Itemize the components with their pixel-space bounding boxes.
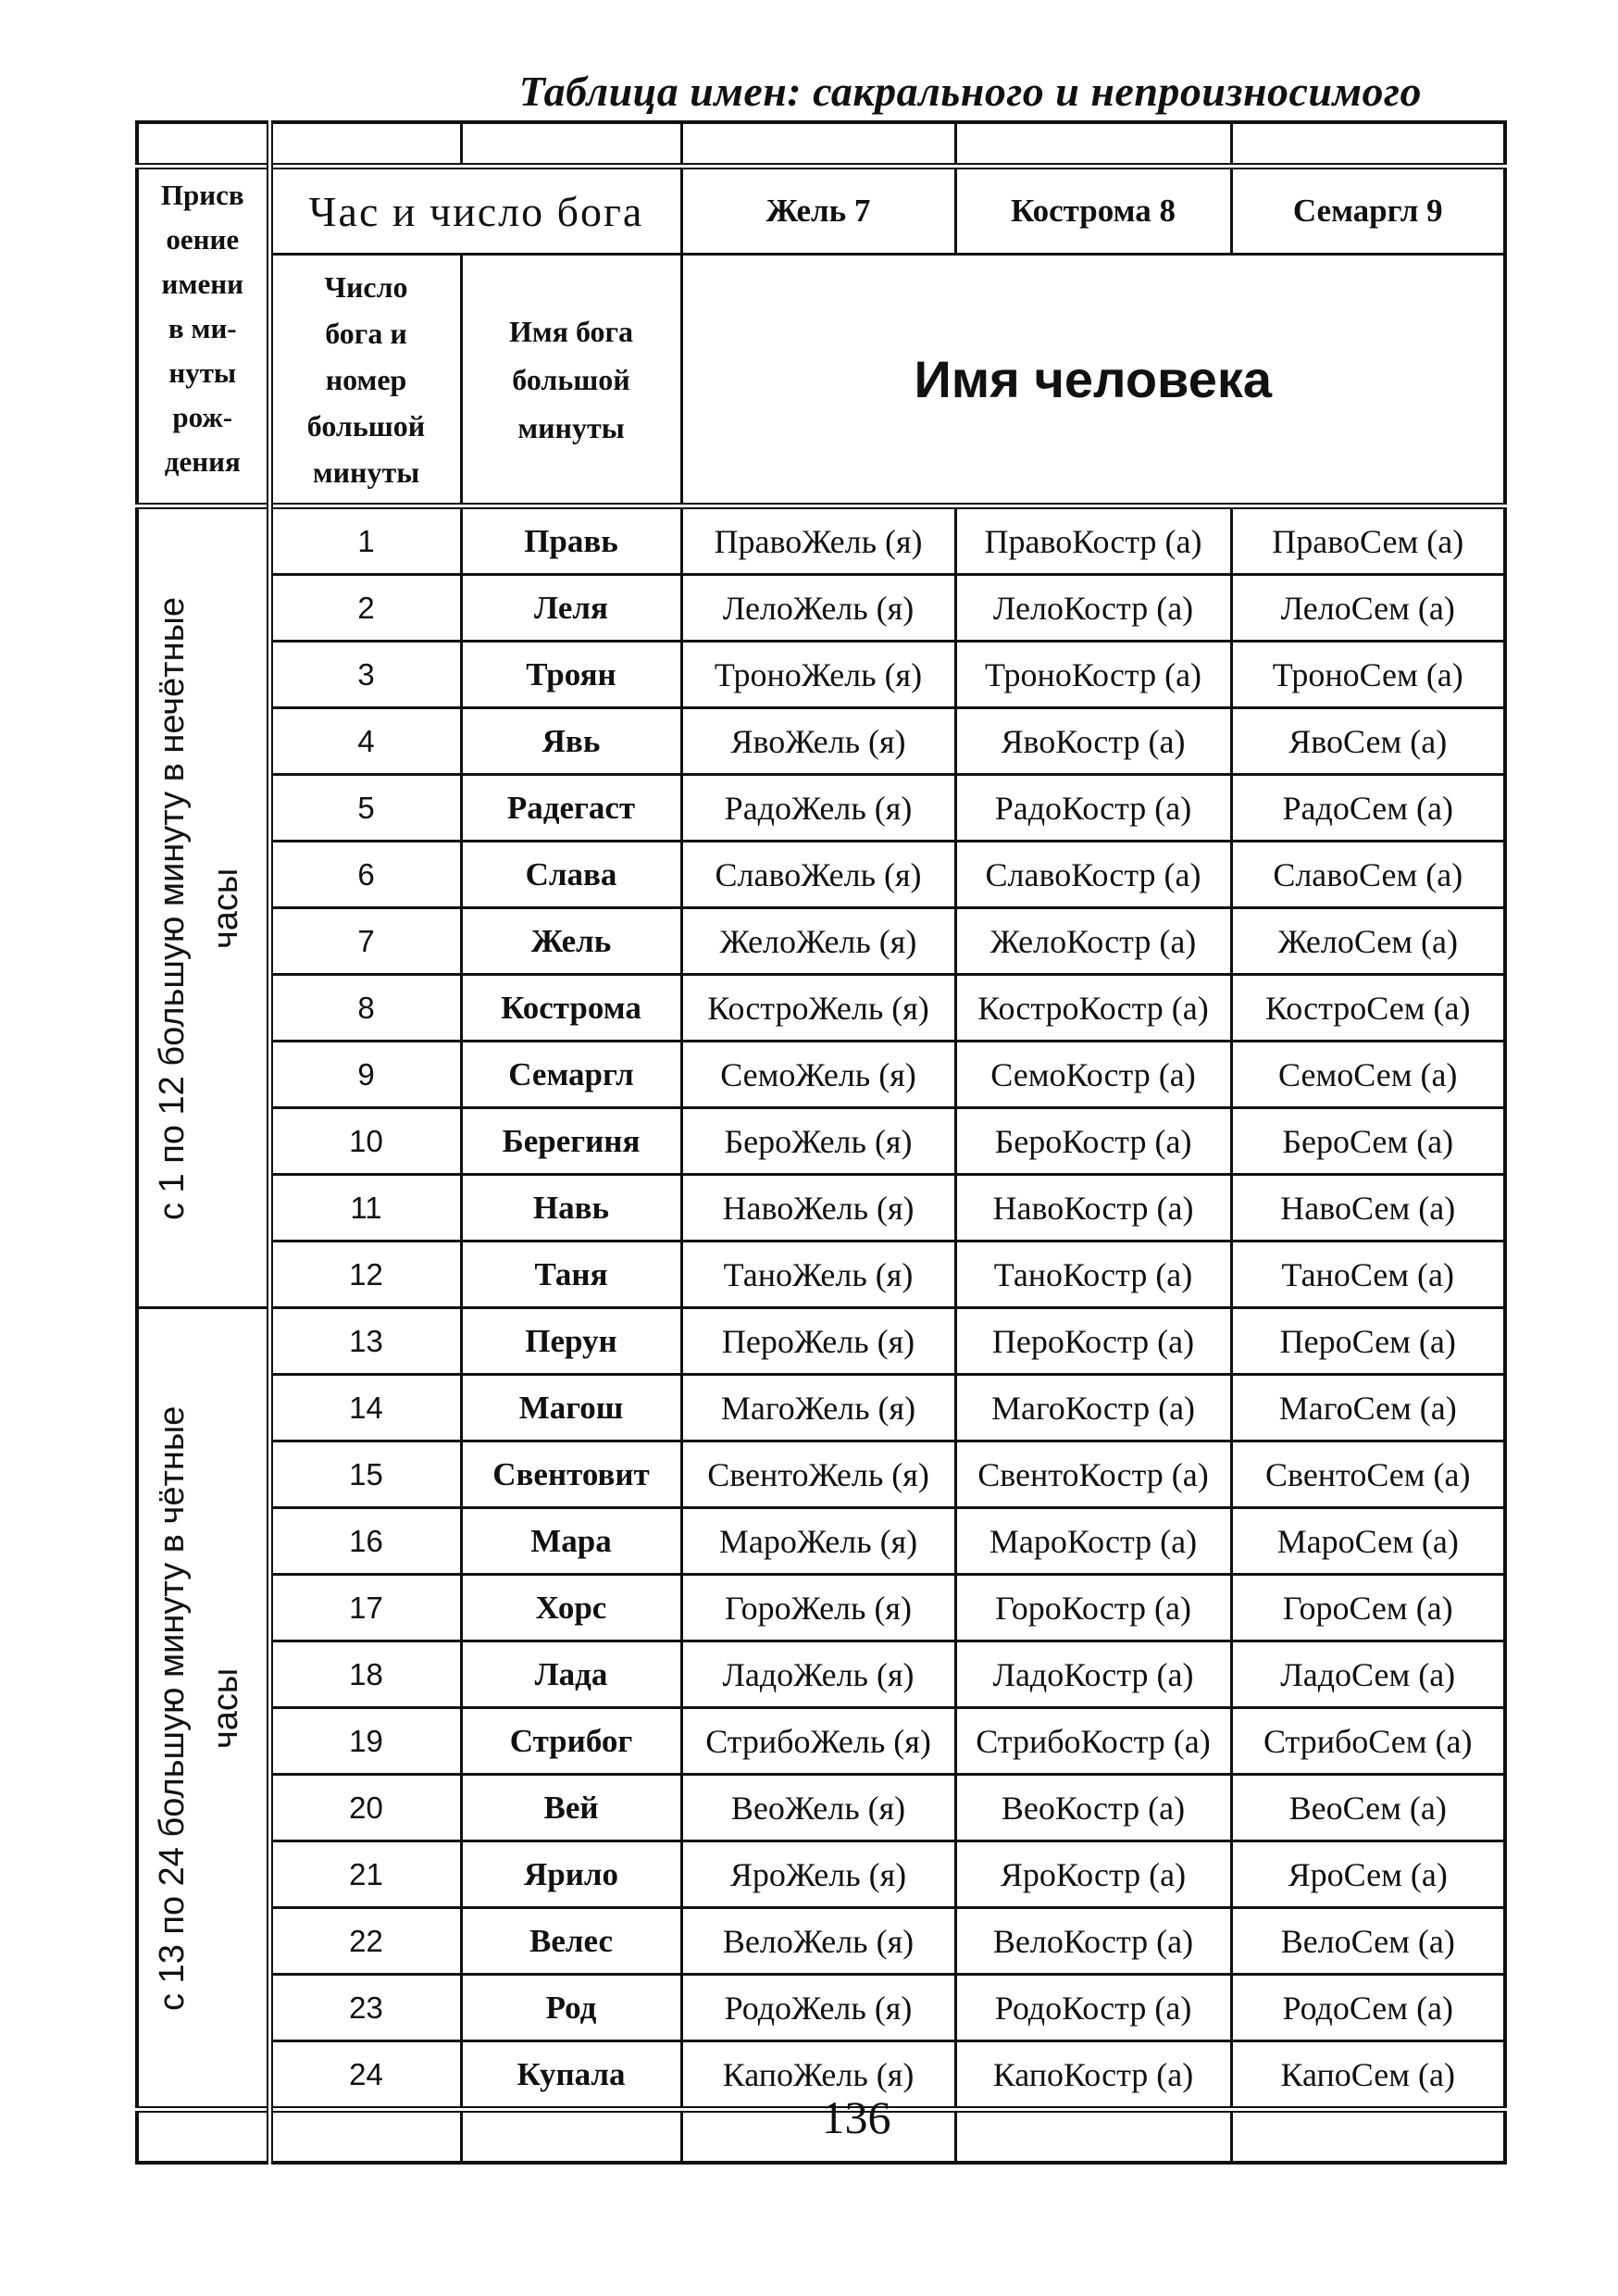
minute-number: 4 bbox=[269, 708, 461, 775]
human-name-kostroma: КостроКостр (а) bbox=[955, 975, 1231, 1042]
table-row bbox=[137, 1975, 1505, 2041]
group-label-cell bbox=[137, 1308, 269, 2110]
number-header-line: Число bbox=[324, 269, 408, 304]
minute-number: 7 bbox=[269, 908, 461, 975]
minute-number: 21 bbox=[269, 1841, 461, 1908]
names-table bbox=[135, 120, 1507, 2165]
human-name-semargl: ВеоСем (а) bbox=[1231, 1775, 1505, 1841]
human-name-kostroma: ТаноКостр (а) bbox=[955, 1242, 1231, 1308]
god-name: Хорс bbox=[461, 1575, 681, 1641]
minute-number: 17 bbox=[269, 1575, 461, 1641]
table-row bbox=[137, 708, 1505, 775]
god-name: Троян bbox=[461, 642, 681, 708]
minute-number: 23 bbox=[269, 1975, 461, 2041]
minute-number: 19 bbox=[269, 1708, 461, 1775]
minute-number: 2 bbox=[269, 575, 461, 642]
god-name: Берегиня bbox=[461, 1108, 681, 1175]
god-name: Купала bbox=[461, 2041, 681, 2110]
human-name-semargl: ЯроСем (а) bbox=[1231, 1841, 1505, 1908]
god-name: Радегаст bbox=[461, 775, 681, 842]
assign-header-line: нуты bbox=[168, 356, 237, 389]
minute-number: 3 bbox=[269, 642, 461, 708]
empty-cell bbox=[955, 122, 1231, 167]
minute-number: 16 bbox=[269, 1508, 461, 1575]
god-name: Правь bbox=[461, 506, 681, 575]
god-name: Перун bbox=[461, 1308, 681, 1375]
human-name-zhel: ЖелоЖель (я) bbox=[681, 908, 955, 975]
human-name-semargl: РадоСем (а) bbox=[1231, 775, 1505, 842]
human-name-semargl: МагоСем (а) bbox=[1231, 1375, 1505, 1441]
human-name-semargl: КостроСем (а) bbox=[1231, 975, 1505, 1042]
human-name-semargl: КапоСем (а) bbox=[1231, 2041, 1505, 2110]
human-name-semargl: ТроноСем (а) bbox=[1231, 642, 1505, 708]
table-row bbox=[137, 775, 1505, 842]
god-name: Слава bbox=[461, 842, 681, 908]
god-name: Лада bbox=[461, 1641, 681, 1708]
empty-cell bbox=[269, 2110, 461, 2164]
human-name-kostroma: РадоКостр (а) bbox=[955, 775, 1231, 842]
minute-number: 9 bbox=[269, 1042, 461, 1108]
human-name-semargl: СемоСем (а) bbox=[1231, 1042, 1505, 1108]
human-name-zhel: ВеоЖель (я) bbox=[681, 1775, 955, 1841]
minute-number: 8 bbox=[269, 975, 461, 1042]
human-name-semargl: РодоСем (а) bbox=[1231, 1975, 1505, 2041]
human-name-zhel: ГороЖель (я) bbox=[681, 1575, 955, 1641]
minute-number: 10 bbox=[269, 1108, 461, 1175]
page-number: 136 bbox=[821, 2091, 891, 2143]
god-name: Ярило bbox=[461, 1841, 681, 1908]
god-header-semargl: Семаргл 9 bbox=[1231, 167, 1505, 255]
header-row-columns bbox=[137, 255, 1505, 506]
minute-number: 15 bbox=[269, 1441, 461, 1508]
god-name: Явь bbox=[461, 708, 681, 775]
human-name-semargl: НавоСем (а) bbox=[1231, 1175, 1505, 1242]
human-name-kostroma: СлавоКостр (а) bbox=[955, 842, 1231, 908]
number-header-line: номер bbox=[325, 362, 407, 396]
human-name-zhel: СлавоЖель (я) bbox=[681, 842, 955, 908]
empty-cell bbox=[269, 122, 461, 167]
empty-cell bbox=[461, 2110, 681, 2164]
group-label bbox=[145, 538, 260, 1279]
table-row bbox=[137, 1175, 1505, 1242]
human-name-kostroma: КапоКостр (а) bbox=[955, 2041, 1231, 2110]
human-name-kostroma: НавоКостр (а) bbox=[955, 1175, 1231, 1242]
group-label-cell bbox=[137, 506, 269, 1308]
empty-cell bbox=[137, 122, 269, 167]
human-name-semargl: ПероСем (а) bbox=[1231, 1308, 1505, 1375]
human-name-kostroma: ЯвоКостр (а) bbox=[955, 708, 1231, 775]
human-name-kostroma: СвентоКостр (а) bbox=[955, 1441, 1231, 1508]
minute-number: 1 bbox=[269, 506, 461, 575]
table-row bbox=[137, 1308, 1505, 1375]
human-name-zhel: КапоЖель (я) bbox=[681, 2041, 955, 2110]
human-name-semargl: ГороСем (а) bbox=[1231, 1575, 1505, 1641]
human-name-semargl: ВелоСем (а) bbox=[1231, 1908, 1505, 1975]
god-name-column-header bbox=[461, 255, 681, 506]
human-name-kostroma: ЖелоКостр (а) bbox=[955, 908, 1231, 975]
page-title: Таблица имен: сакрального и непроизносимого bbox=[518, 68, 1422, 115]
group-label-line: часы bbox=[205, 867, 245, 949]
header-row-hour bbox=[137, 167, 1505, 255]
assign-header-cell bbox=[137, 167, 269, 506]
human-name-kostroma: ЯроКостр (а) bbox=[955, 1841, 1231, 1908]
human-name-semargl: ЖелоСем (а) bbox=[1231, 908, 1505, 975]
empty-cell bbox=[1231, 2110, 1505, 2164]
table-row bbox=[137, 1508, 1505, 1575]
table-body bbox=[137, 506, 1505, 2110]
human-name-zhel: ПравоЖель (я) bbox=[681, 506, 955, 575]
assign-header-line: имени bbox=[161, 268, 243, 300]
assign-header-line: Присв bbox=[160, 179, 244, 211]
table-row bbox=[137, 1375, 1505, 1441]
human-name-zhel: РадоЖель (я) bbox=[681, 775, 955, 842]
assign-header-line: оение bbox=[166, 223, 240, 256]
human-name-kostroma: СтрибоКостр (а) bbox=[955, 1708, 1231, 1775]
table-row bbox=[137, 575, 1505, 642]
empty-cell bbox=[681, 122, 955, 167]
human-name-kostroma: РодоКостр (а) bbox=[955, 1975, 1231, 2041]
table-row bbox=[137, 1042, 1505, 1108]
god-name: Мара bbox=[461, 1508, 681, 1575]
human-name-semargl: ЛелоСем (а) bbox=[1231, 575, 1505, 642]
table-row bbox=[137, 975, 1505, 1042]
human-name-zhel: НавоЖель (я) bbox=[681, 1175, 955, 1242]
human-name-zhel: МагоЖель (я) bbox=[681, 1375, 955, 1441]
god-name-header-line: большой bbox=[512, 362, 630, 396]
top-empty-row bbox=[137, 122, 1505, 167]
table-row bbox=[137, 506, 1505, 575]
human-name-semargl: МароСем (а) bbox=[1231, 1508, 1505, 1575]
human-name-kostroma: ГороКостр (а) bbox=[955, 1575, 1231, 1641]
human-name-semargl: СлавоСем (а) bbox=[1231, 842, 1505, 908]
god-name: Магош bbox=[461, 1375, 681, 1441]
human-name-zhel: МароЖель (я) bbox=[681, 1508, 955, 1575]
human-name-kostroma: СемоКостр (а) bbox=[955, 1042, 1231, 1108]
human-name-semargl: ЯвоСем (а) bbox=[1231, 708, 1505, 775]
table-row bbox=[137, 1108, 1505, 1175]
human-name-semargl: СтрибоСем (а) bbox=[1231, 1708, 1505, 1775]
minute-number: 6 bbox=[269, 842, 461, 908]
table-row bbox=[137, 842, 1505, 908]
human-name-kostroma: БероКостр (а) bbox=[955, 1108, 1231, 1175]
minute-number: 22 bbox=[269, 1908, 461, 1975]
human-name-semargl: БероСем (а) bbox=[1231, 1108, 1505, 1175]
human-name-semargl: ЛадоСем (а) bbox=[1231, 1641, 1505, 1708]
human-name-kostroma: ТроноКостр (а) bbox=[955, 642, 1231, 708]
group-label bbox=[145, 1338, 260, 2078]
minute-number: 20 bbox=[269, 1775, 461, 1841]
human-name-zhel: СвентоЖель (я) bbox=[681, 1441, 955, 1508]
table-row bbox=[137, 1708, 1505, 1775]
god-name: Вей bbox=[461, 1775, 681, 1841]
god-name: Семаргл bbox=[461, 1042, 681, 1108]
human-name-zhel: ВелоЖель (я) bbox=[681, 1908, 955, 1975]
god-name: Велес bbox=[461, 1908, 681, 1975]
god-name-header-line: минуты bbox=[517, 410, 625, 444]
assign-header-line: в ми- bbox=[168, 312, 237, 344]
god-header-kostroma: Кострома 8 bbox=[955, 167, 1231, 255]
minute-number: 12 bbox=[269, 1242, 461, 1308]
human-name-zhel: ЛадоЖель (я) bbox=[681, 1641, 955, 1708]
table-row bbox=[137, 1575, 1505, 1641]
human-name-kostroma: ЛадоКостр (а) bbox=[955, 1641, 1231, 1708]
human-name-zhel: КостроЖель (я) bbox=[681, 975, 955, 1042]
god-name: Леля bbox=[461, 575, 681, 642]
human-name-zhel: РодоЖель (я) bbox=[681, 1975, 955, 2041]
group-label-line: с 1 по 12 большую минуту в нечётные bbox=[152, 596, 192, 1220]
god-name: Навь bbox=[461, 1175, 681, 1242]
group-label-line: часы bbox=[205, 1666, 245, 1749]
human-name-kostroma: МароКостр (а) bbox=[955, 1508, 1231, 1575]
number-column-header bbox=[269, 255, 461, 506]
human-name-zhel: БероЖель (я) bbox=[681, 1108, 955, 1175]
minute-number: 14 bbox=[269, 1375, 461, 1441]
god-name: Свентовит bbox=[461, 1441, 681, 1508]
group-label-line: с 13 по 24 большую минуту в чётные bbox=[152, 1404, 192, 2011]
table-row bbox=[137, 1908, 1505, 1975]
minute-number: 18 bbox=[269, 1641, 461, 1708]
god-name: Таня bbox=[461, 1242, 681, 1308]
assign-header-line: дения bbox=[164, 445, 241, 478]
human-name-kostroma: ПероКостр (а) bbox=[955, 1308, 1231, 1375]
god-header-zhel: Жель 7 bbox=[681, 167, 955, 255]
minute-number: 24 bbox=[269, 2041, 461, 2110]
table-row bbox=[137, 1841, 1505, 1908]
human-name-semargl: СвентоСем (а) bbox=[1231, 1441, 1505, 1508]
human-name-zhel: ЯроЖель (я) bbox=[681, 1841, 955, 1908]
empty-cell bbox=[955, 2110, 1231, 2164]
human-name-semargl: ТаноСем (а) bbox=[1231, 1242, 1505, 1308]
human-name-zhel: ТаноЖель (я) bbox=[681, 1242, 955, 1308]
god-name: Жель bbox=[461, 908, 681, 975]
number-header-line: большой bbox=[306, 408, 426, 443]
god-name: Стрибог bbox=[461, 1708, 681, 1775]
human-name-zhel: ЛелоЖель (я) bbox=[681, 575, 955, 642]
human-name-zhel: ТроноЖель (я) bbox=[681, 642, 955, 708]
table-row bbox=[137, 642, 1505, 708]
empty-cell bbox=[1231, 122, 1505, 167]
human-name-kostroma: ВеоКостр (а) bbox=[955, 1775, 1231, 1841]
table-row bbox=[137, 908, 1505, 975]
god-name: Кострома bbox=[461, 975, 681, 1042]
human-name-zhel: ЯвоЖель (я) bbox=[681, 708, 955, 775]
human-name-zhel: ПероЖель (я) bbox=[681, 1308, 955, 1375]
god-name-header-line: Имя бога bbox=[508, 314, 634, 348]
human-name-kostroma: ПравоКостр (а) bbox=[955, 506, 1231, 575]
number-header-line: бога и bbox=[325, 316, 407, 350]
god-name: Род bbox=[461, 1975, 681, 2041]
minute-number: 11 bbox=[269, 1175, 461, 1242]
hour-and-number-header: Час и число бога bbox=[269, 167, 681, 255]
minute-number: 5 bbox=[269, 775, 461, 842]
table-row bbox=[137, 1441, 1505, 1508]
minute-number: 13 bbox=[269, 1308, 461, 1375]
empty-cell bbox=[461, 122, 681, 167]
table-row bbox=[137, 1242, 1505, 1308]
human-name-header: Имя человека bbox=[681, 255, 1505, 506]
human-name-zhel: СемоЖель (я) bbox=[681, 1042, 955, 1108]
table-row bbox=[137, 1641, 1505, 1708]
table-row bbox=[137, 1775, 1505, 1841]
table-header bbox=[137, 122, 1505, 506]
empty-cell bbox=[137, 2110, 269, 2164]
number-header-line: минуты bbox=[312, 455, 420, 489]
human-name-kostroma: ВелоКостр (а) bbox=[955, 1908, 1231, 1975]
assign-header-line: рож- bbox=[172, 401, 233, 433]
human-name-kostroma: ЛелоКостр (а) bbox=[955, 575, 1231, 642]
human-name-zhel: СтрибоЖель (я) bbox=[681, 1708, 955, 1775]
human-name-semargl: ПравоСем (а) bbox=[1231, 506, 1505, 575]
human-name-kostroma: МагоКостр (а) bbox=[955, 1375, 1231, 1441]
